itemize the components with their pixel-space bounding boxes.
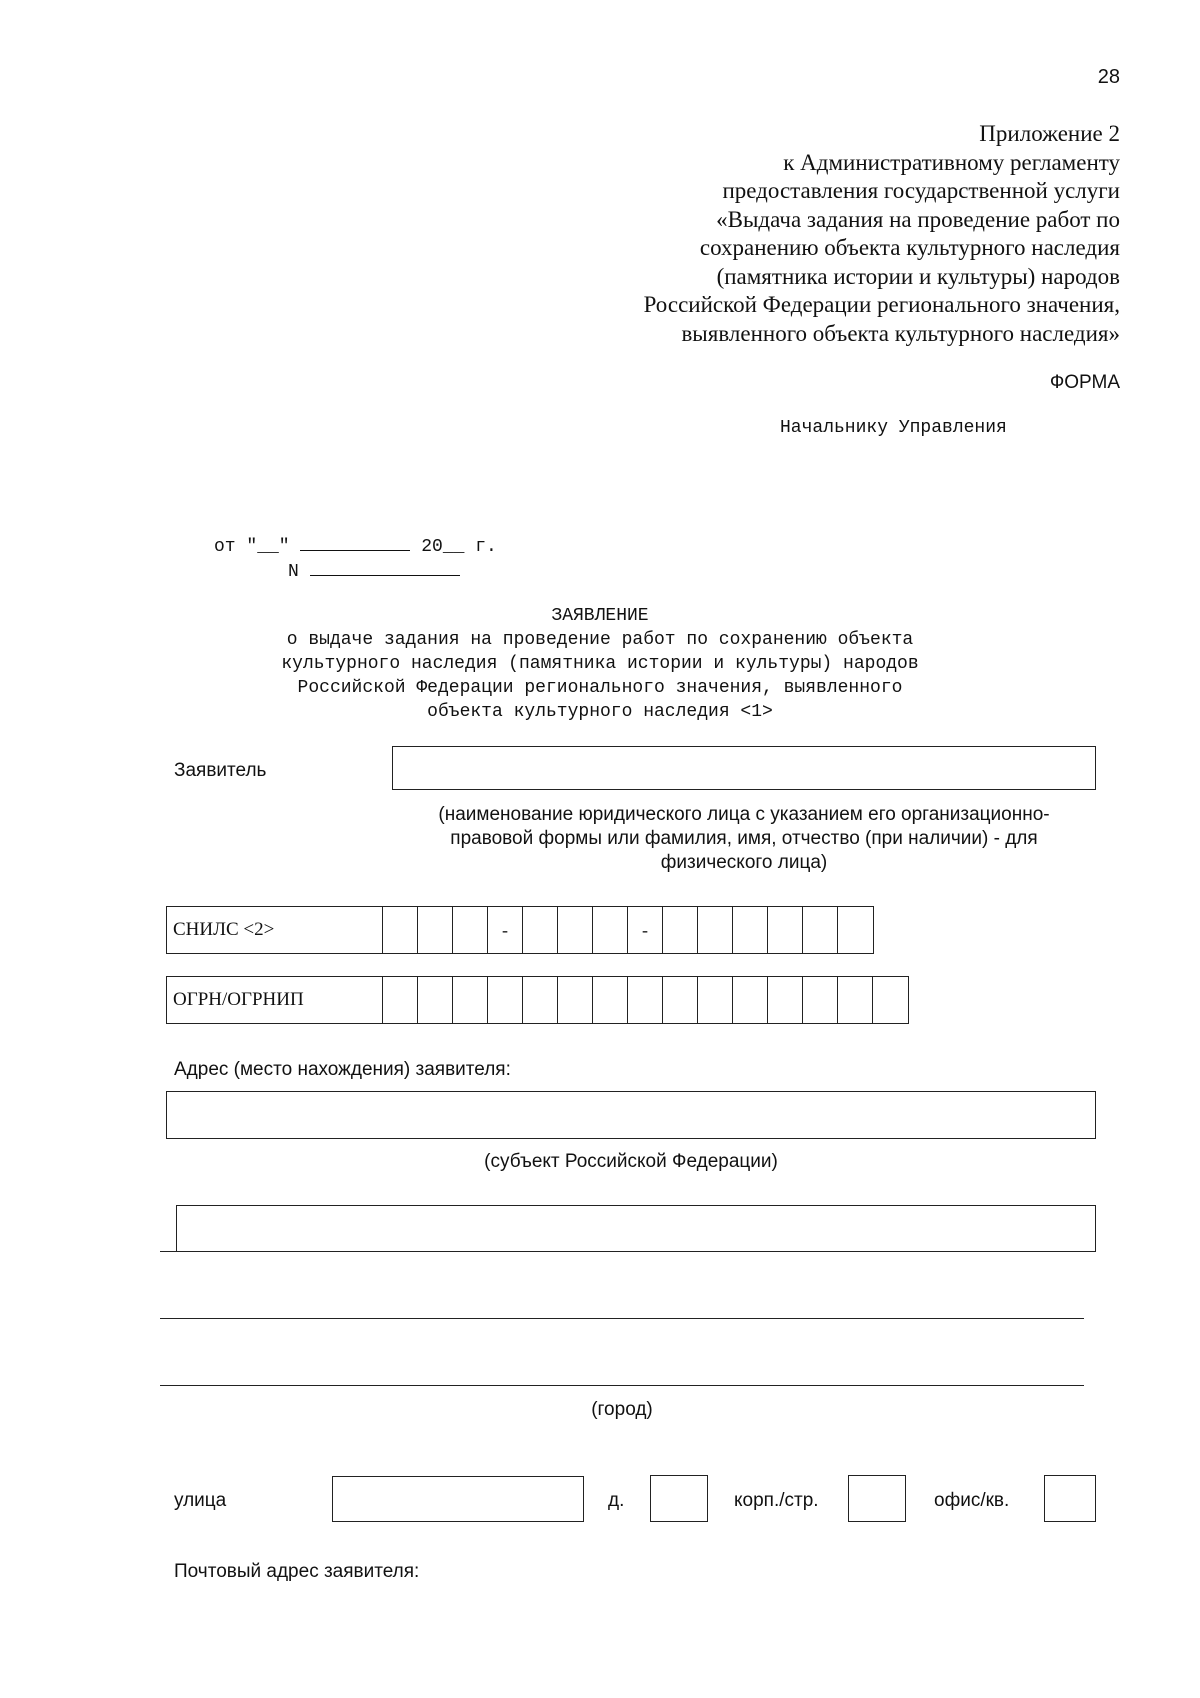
snils-cell[interactable] xyxy=(418,907,453,953)
appendix-line: Российской Федерации регионального значения, xyxy=(643,292,1120,317)
title-line: объекта культурного наследия <1> xyxy=(427,702,773,722)
caption-line: правовой формы или фамилия, имя, отчество (при наличии) - для xyxy=(450,828,1038,849)
date-month-field[interactable] xyxy=(300,536,410,551)
ogrn-label: ОГРН/ОГРНИП xyxy=(167,977,383,1023)
appendix-line: выявленного объекта культурного наследия» xyxy=(681,320,1120,346)
snils-cell[interactable] xyxy=(733,907,768,953)
ogrn-cell[interactable] xyxy=(873,977,908,1023)
snils-cell[interactable] xyxy=(838,907,873,953)
snils-cell[interactable] xyxy=(593,907,628,953)
applicant-field[interactable] xyxy=(392,746,1096,790)
caption-line: (наименование юридического лица с указанием его организационно- xyxy=(438,804,1050,825)
snils-cell[interactable] xyxy=(698,907,733,953)
building-label: корп./стр. xyxy=(734,1490,819,1511)
ogrn-cell[interactable] xyxy=(558,977,593,1023)
applicant-caption xyxy=(392,803,1096,875)
snils-cell[interactable] xyxy=(523,907,558,953)
ogrn-cell[interactable] xyxy=(523,977,558,1023)
ogrn-cell[interactable] xyxy=(838,977,873,1023)
number-line xyxy=(288,561,460,582)
date-prefix: от "__" xyxy=(214,537,301,557)
city-line-1[interactable] xyxy=(160,1318,1084,1319)
city-line-2[interactable] xyxy=(160,1385,1084,1386)
appendix-line: к Административному регламенту xyxy=(783,149,1120,175)
page-number: 28 xyxy=(1097,66,1120,88)
snils-label: СНИЛС <2> xyxy=(167,907,383,953)
ogrn-row xyxy=(166,976,909,1024)
divider xyxy=(160,1251,178,1252)
snils-cell[interactable] xyxy=(558,907,593,953)
ogrn-cell[interactable] xyxy=(663,977,698,1023)
date-year: 20__ г. xyxy=(410,537,497,557)
title-heading: ЗАЯВЛЕНИЕ xyxy=(551,606,649,626)
caption-line: физического лица) xyxy=(660,852,828,873)
ogrn-cell[interactable] xyxy=(418,977,453,1023)
ogrn-cell[interactable] xyxy=(698,977,733,1023)
appendix-line: Приложение 2 xyxy=(979,121,1120,146)
date-line xyxy=(214,536,497,557)
appendix-line: предоставления государственной услуги xyxy=(722,178,1120,203)
appendix-block xyxy=(560,120,1120,348)
document-title xyxy=(220,604,980,724)
appendix-line: сохранению объекта культурного наследия xyxy=(699,235,1120,260)
street-field[interactable] xyxy=(332,1476,584,1522)
city-field[interactable] xyxy=(176,1205,1096,1252)
addressee: Начальнику Управления xyxy=(780,418,1007,438)
ogrn-cell[interactable] xyxy=(803,977,838,1023)
number-label: N xyxy=(288,562,310,582)
snils-cell[interactable] xyxy=(663,907,698,953)
snils-separator: - xyxy=(488,907,523,953)
appendix-line: (памятника истории и культуры) народов xyxy=(716,263,1120,289)
title-line: Российской Федерации регионального значения, выявленного xyxy=(297,678,903,698)
office-field[interactable] xyxy=(1044,1475,1096,1522)
snils-cell[interactable] xyxy=(453,907,488,953)
postal-label: Почтовый адрес заявителя: xyxy=(174,1561,420,1582)
house-label: д. xyxy=(608,1490,625,1511)
ogrn-cell[interactable] xyxy=(628,977,663,1023)
house-field[interactable] xyxy=(650,1475,708,1522)
ogrn-cell[interactable] xyxy=(383,977,418,1023)
number-field[interactable] xyxy=(310,561,460,576)
snils-row xyxy=(166,906,874,954)
ogrn-cell[interactable] xyxy=(733,977,768,1023)
ogrn-cell[interactable] xyxy=(488,977,523,1023)
snils-cell[interactable] xyxy=(383,907,418,953)
subject-caption: (субъект Российской Федерации) xyxy=(484,1151,778,1172)
appendix-line: «Выдача задания на проведение работ по xyxy=(716,206,1120,232)
ogrn-cell[interactable] xyxy=(768,977,803,1023)
office-label: офис/кв. xyxy=(934,1490,1010,1511)
subject-field[interactable] xyxy=(166,1091,1096,1139)
ogrn-cell[interactable] xyxy=(593,977,628,1023)
snils-separator: - xyxy=(628,907,663,953)
snils-cell[interactable] xyxy=(768,907,803,953)
title-line: культурного наследия (памятника истории и культуры) народов xyxy=(281,654,919,674)
form-label: ФОРМА xyxy=(1049,372,1120,393)
address-label: Адрес (место нахождения) заявителя: xyxy=(174,1059,511,1080)
snils-cell[interactable] xyxy=(803,907,838,953)
ogrn-cell[interactable] xyxy=(453,977,488,1023)
street-label: улица xyxy=(174,1490,227,1511)
applicant-label: Заявитель xyxy=(174,760,267,781)
title-line: о выдаче задания на проведение работ по сохранению объекта xyxy=(286,630,914,650)
city-caption: (город) xyxy=(591,1399,653,1420)
building-field[interactable] xyxy=(848,1475,906,1522)
